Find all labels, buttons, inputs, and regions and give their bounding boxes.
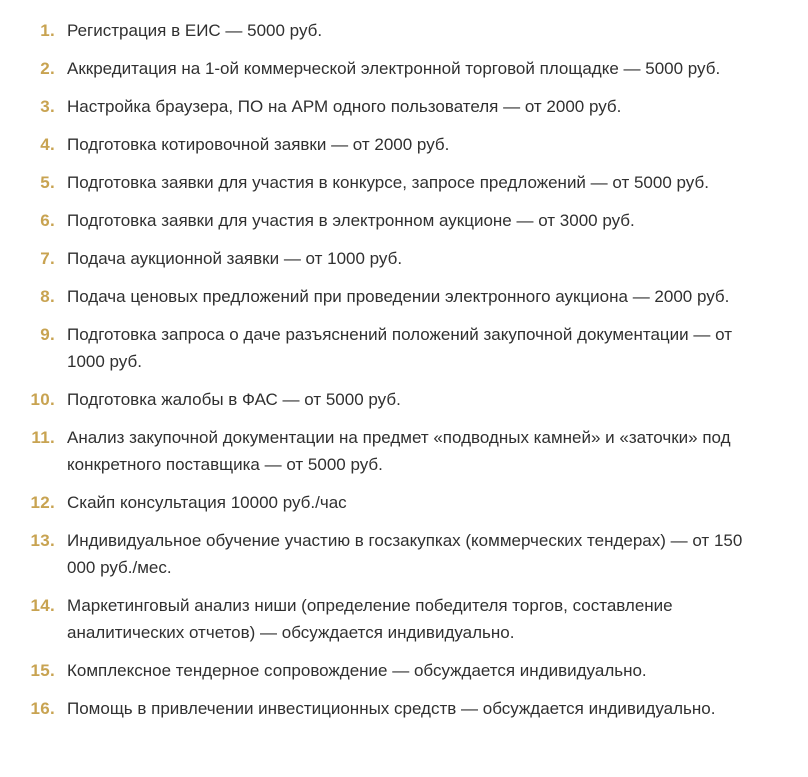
list-item — [0, 131, 770, 158]
list-item — [0, 489, 770, 516]
list-item-number: 12. — [30, 493, 55, 512]
list-item-text: Анализ закупочной документации на предмет «подводных камней» и «заточки» под конкретного поставщика — от 5000 руб. — [67, 428, 731, 474]
list-item-number: 15. — [30, 661, 55, 680]
list-item — [0, 321, 770, 375]
list-item-number: 11. — [31, 428, 55, 447]
list-item-number: 14. — [30, 596, 55, 615]
list-item-text: Подача аукционной заявки — от 1000 руб. — [67, 249, 403, 268]
list-item-number: 8. — [40, 287, 55, 306]
list-item — [0, 207, 770, 234]
list-item — [0, 169, 770, 196]
list-item-number: 1. — [40, 21, 55, 40]
list-item — [0, 657, 770, 684]
list-item — [0, 527, 770, 581]
list-item-text: Аккредитация на 1-ой коммерческой электронной торговой площадке — 5000 руб. — [67, 59, 721, 78]
list-item-number: 3. — [40, 97, 55, 116]
list-item-text: Подача ценовых предложений при проведении электронного аукциона — 2000 руб. — [67, 287, 730, 306]
list-item-number: 9. — [40, 325, 55, 344]
list-item — [0, 245, 770, 272]
list-item-text: Комплексное тендерное сопровождение — обсуждается индивидуально. — [67, 661, 647, 680]
list-item-text: Помощь в привлечении инвестиционных средств — обсуждается индивидуально. — [67, 699, 716, 718]
list-item — [0, 17, 770, 44]
list-item-number: 10. — [30, 390, 55, 409]
list-item-number: 6. — [40, 211, 55, 230]
list-item-number: 13. — [30, 531, 55, 550]
list-item-number: 2. — [40, 59, 55, 78]
list-item — [0, 592, 770, 646]
list-item-text: Настройка браузера, ПО на АРМ одного пользователя — от 2000 руб. — [67, 97, 622, 116]
list-item-text: Подготовка котировочной заявки — от 2000 руб. — [67, 135, 450, 154]
list-item — [0, 386, 770, 413]
list-item-text: Регистрация в ЕИС — 5000 руб. — [67, 21, 323, 40]
list-item-text: Скайп консультация 10000 руб./час — [67, 493, 347, 512]
list-item-text: Подготовка заявки для участия в электронном аукционе — от 3000 руб. — [67, 211, 635, 230]
list-item — [0, 695, 770, 722]
list-item-text: Подготовка запроса о даче разъяснений положений закупочной документации — от 1000 руб. — [67, 325, 732, 371]
list-item — [0, 93, 770, 120]
list-item-text: Индивидуальное обучение участию в госзакупках (коммерческих тендерах) — от 150 000 руб./мес. — [67, 531, 743, 577]
list-item-text: Маркетинговый анализ ниши (определение победителя торгов, составление аналитических отчетов) — обсуждается индивидуально. — [67, 596, 673, 642]
list-item — [0, 283, 770, 310]
list-item-number: 7. — [40, 249, 55, 268]
list-item-text: Подготовка заявки для участия в конкурсе, запросе предложений — от 5000 руб. — [67, 173, 709, 192]
list-item-number: 5. — [40, 173, 55, 192]
list-item-number: 4. — [40, 135, 55, 154]
list-item-number: 16. — [30, 699, 55, 718]
list-item — [0, 424, 770, 478]
list-item-text: Подготовка жалобы в ФАС — от 5000 руб. — [67, 390, 401, 409]
list-item — [0, 55, 770, 82]
